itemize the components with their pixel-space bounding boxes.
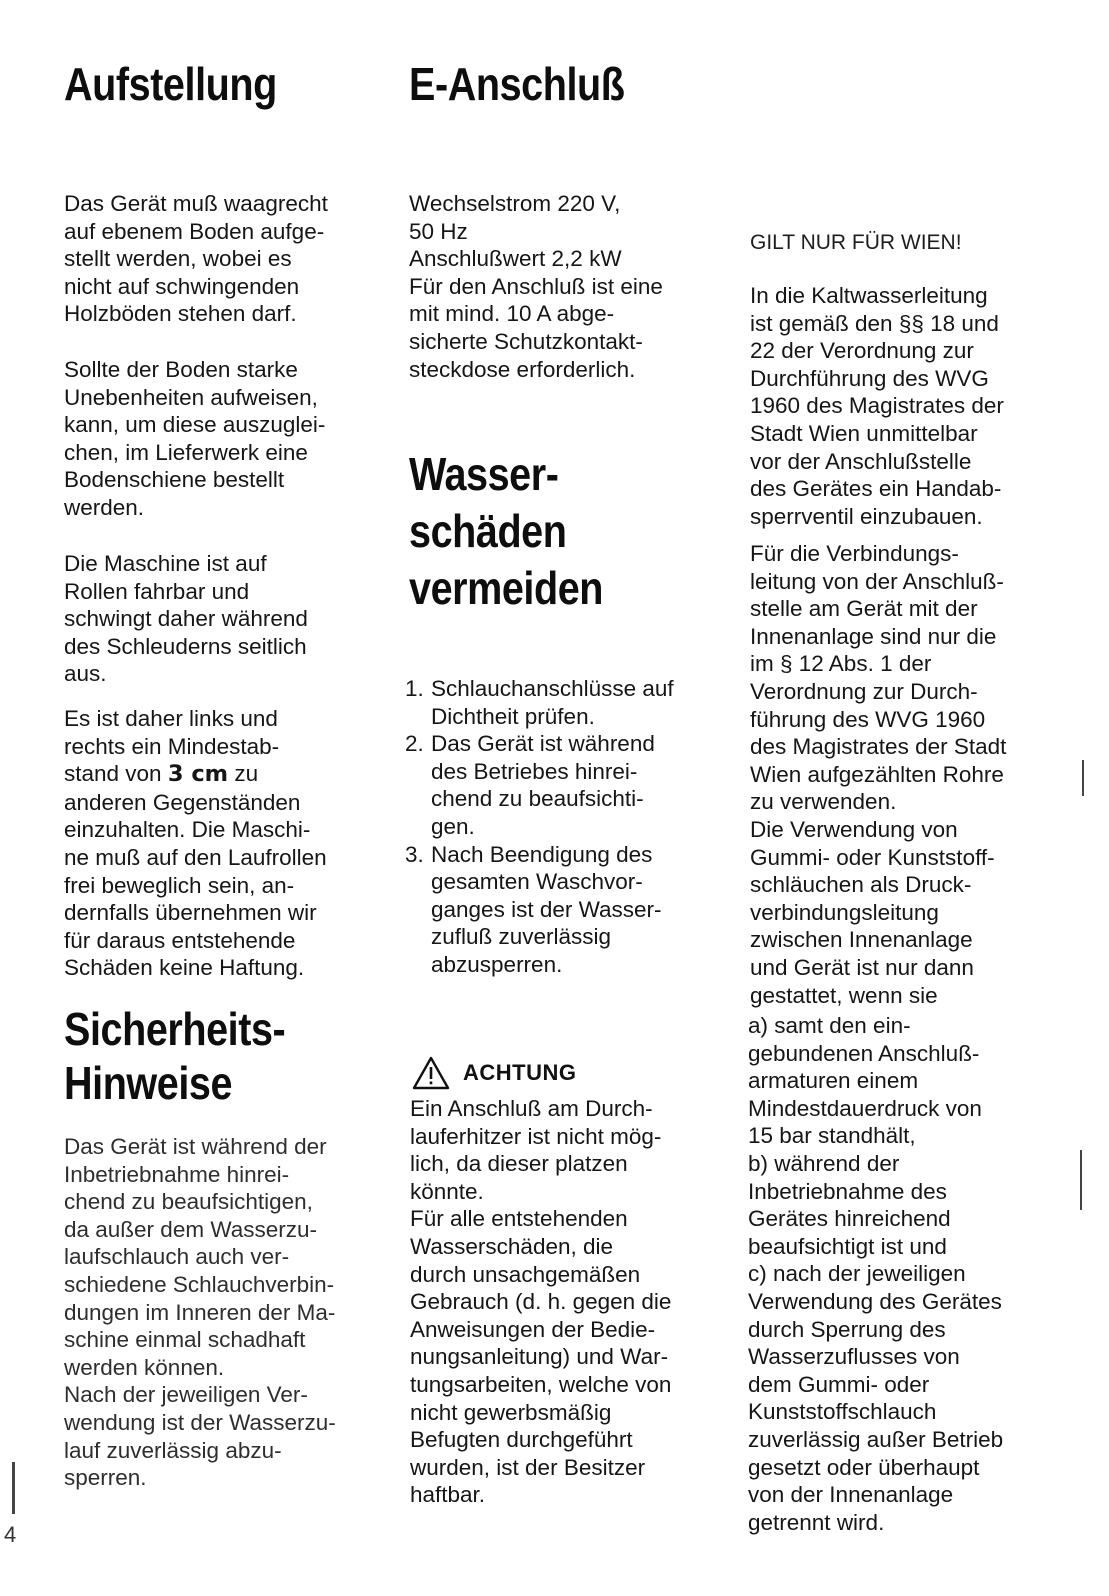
heading-aufstellung: Aufstellung bbox=[64, 58, 277, 110]
achtung-label: ACHTUNG bbox=[463, 1060, 577, 1085]
e-anschluss-paragraph: Wechselstrom 220 V, 50 Hz Anschlußwert 2,2 kW Für den Anschluß ist eine mit mind. 10 A abge- sicherte Schutzkontakt- steckdose erforderlich. bbox=[409, 191, 663, 382]
margin-mark-right-lower bbox=[1080, 1150, 1082, 1210]
heading-wasserschaeden-vermeiden: Wasser- schäden vermeiden bbox=[409, 448, 604, 614]
list-item-number: 1. bbox=[405, 676, 424, 701]
list-item bbox=[405, 675, 745, 730]
aufstellung-paragraph-4 bbox=[64, 705, 394, 982]
list-item-number: 3. bbox=[405, 841, 424, 867]
wien-paragraph-2: Für die Verbindungs- leitung von der Anschluß- stelle am Gerät mit der Innenanlage sind nur die im § 12 Abs. 1 der Verordnung zur Durch- führung des WVG 1960 des Magistrates der Stadt Wien aufgezählten Rohre zu verwenden. Die Verwendung von Gummi- oder Kunststoff- schläuchen als Druck- verbindungsleitung zwischen Innenanlage und Gerät ist nur dann gestattet, wenn sie bbox=[750, 541, 1007, 1008]
list-item bbox=[405, 841, 745, 979]
achtung-header bbox=[411, 1055, 577, 1091]
aufstellung-paragraph-3: Die Maschine ist auf Rollen fahrbar und schwingt daher während des Schleuderns seitlich aus. bbox=[64, 551, 308, 687]
paragraph-4-end: zu anderen Gegenständen einzuhalten. Die Maschi- ne muß auf den Laufrollen frei beweglich sein, an- dernfalls übernehmen wir für daraus entstehende Schäden keine Haftung. bbox=[64, 761, 327, 981]
sicherheit-paragraph: Das Gerät ist während der Inbetriebnahme hinrei- chend zu beaufsichtigen, da außer dem Wasserzu- laufschlauch auch ver- schiedene Schlauchverbin- dungen im Inneren der Ma- schine einmal schadhaft werden können. Nach der jeweiligen Ver- wendung ist der Wasserzu- lauf zuverlässig abzu- sperren. bbox=[64, 1134, 336, 1491]
wien-paragraph-3: a) samt den ein- gebundenen Anschluß- armaturen einem Mindestdauerdruck von 15 bar standhält, b) während der Inbetriebnahme des Gerätes hinreichend beaufsichtigt ist und c) nach der jeweiligen Verwendung des Gerätes durch Sperrung des Wasserzuflusses von dem Gummi- oder Kunststoffschlauch zuverlässig außer Betrieb gesetzt oder überhaupt von der Innenanlage getrennt wird. bbox=[748, 1013, 1004, 1535]
margin-mark-right-upper bbox=[1082, 760, 1084, 796]
margin-mark-left bbox=[12, 1462, 15, 1514]
list-item-text: Schlauchanschlüsse auf Dichtheit prüfen. bbox=[431, 676, 674, 729]
paragraph-4-start: Es ist daher links und rechts ein Mindestab- stand von bbox=[64, 706, 280, 787]
wien-paragraph-1: In die Kaltwasserleitung ist gemäß den §§ 18 und 22 der Verordnung zur Durchführung des WVG 1960 des Magistrates der Stadt Wien unmittelbar vor der Anschlußstelle des Gerätes ein Handab- sperrventil einzubauen. bbox=[750, 283, 1004, 529]
aufstellung-paragraph-2: Sollte der Boden starke Unebenheiten aufweisen, kann, um diese auszuglei- chen, im Lieferwerk eine Bodenschiene bestellt werden. bbox=[64, 357, 326, 520]
aufstellung-paragraph-1: Das Gerät muß waagrecht auf ebenem Boden aufge- stellt werden, wobei es nicht auf schwingenden Holzböden stehen darf. bbox=[64, 191, 328, 327]
distance-value: 3 cm bbox=[167, 761, 229, 788]
wasserschaeden-list bbox=[405, 675, 745, 979]
wien-notice-label: GILT NUR FÜR WIEN! bbox=[750, 231, 962, 254]
page-number: 4 bbox=[4, 1522, 17, 1547]
heading-sicherheits-hinweise: Sicherheits- Hinweise bbox=[64, 1003, 286, 1109]
list-item-text: Nach Beendigung des gesamten Waschvor- ganges ist der Wasser- zufluß zuverlässig abzusperren. bbox=[431, 841, 662, 977]
heading-e-anschluss: E-Anschluß bbox=[409, 58, 625, 110]
warning-triangle-icon bbox=[411, 1055, 451, 1091]
achtung-paragraph: Ein Anschluß am Durch- lauferhitzer ist nicht mög- lich, da dieser platzen könnte. Für alle entstehenden Wasserschäden, die durch unsachgemäßen Gebrauch (d. h. gegen die Anweisungen der Bedie- nungsanleitung) und War- tungsarbeiten, welche von nicht gewerbsmäßig Befugten durchgeführt wurden, ist der Besitzer haftbar. bbox=[410, 1096, 672, 1508]
list-item-number: 2. bbox=[405, 731, 424, 757]
list-item-text: Das Gerät ist während des Betriebes hinrei- chend zu beaufsichti- gen. bbox=[431, 731, 655, 839]
list-item bbox=[405, 730, 745, 840]
